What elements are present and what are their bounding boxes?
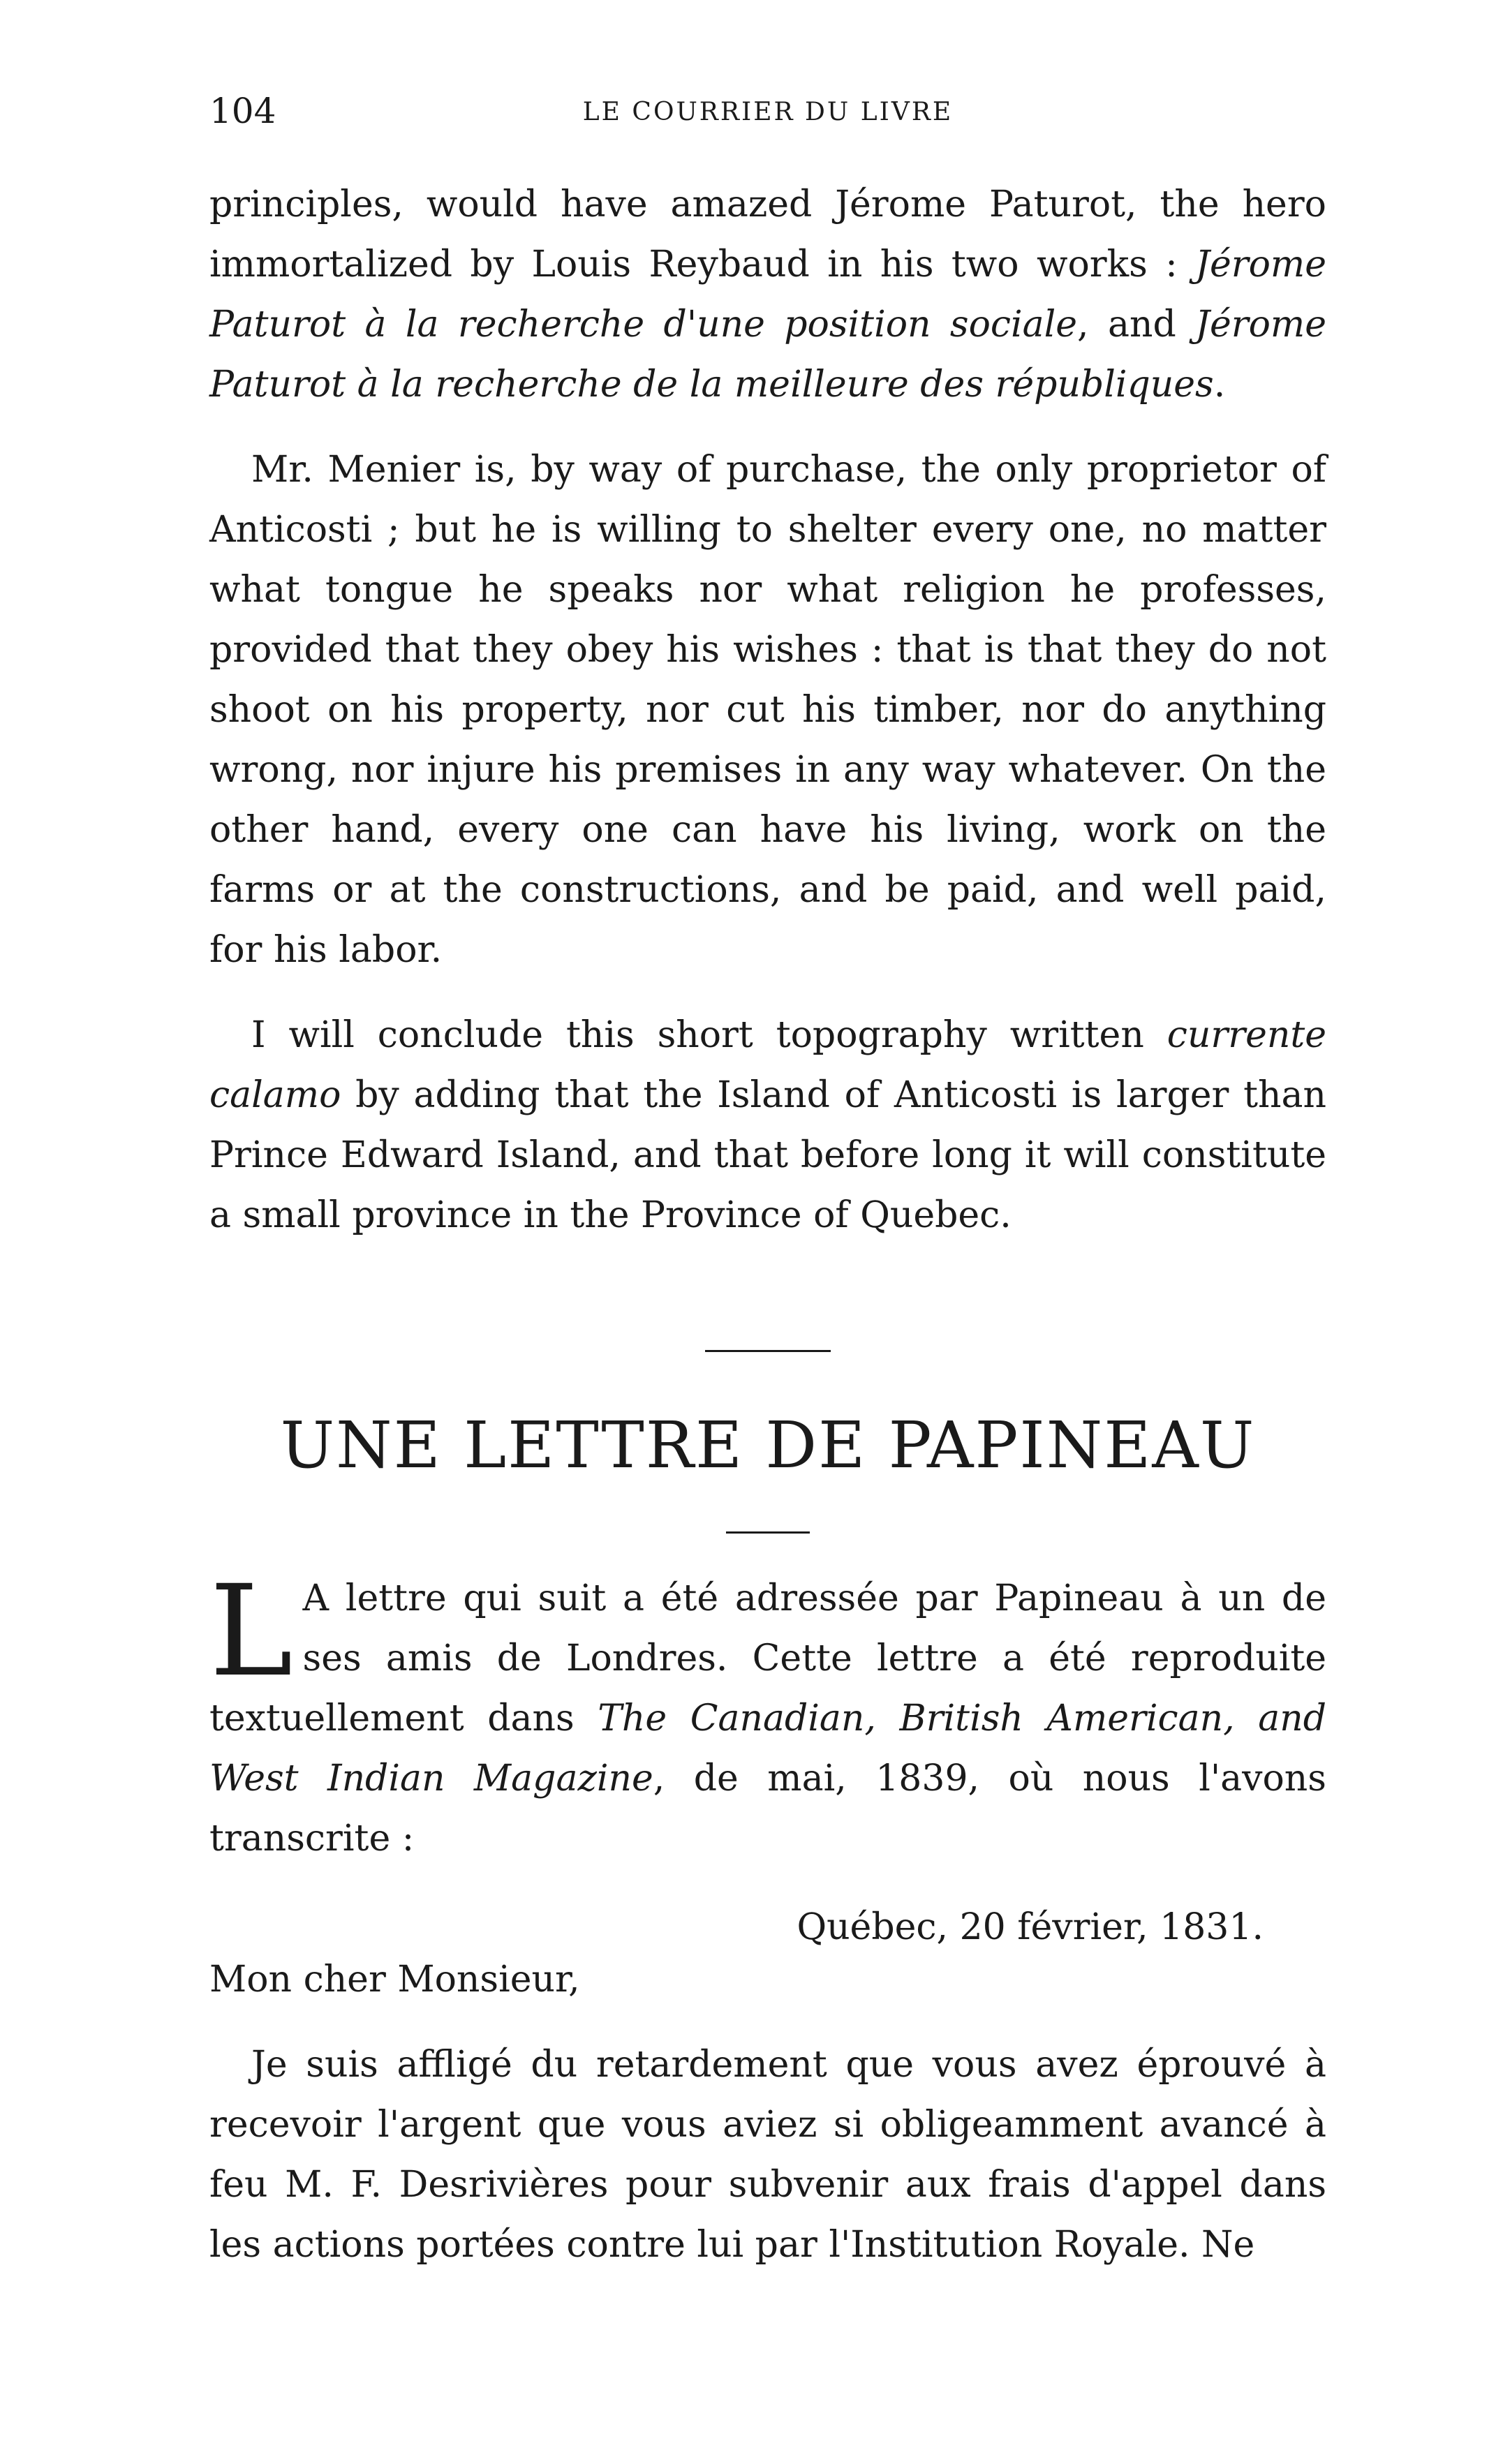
divider-top	[705, 1350, 831, 1352]
section-title: UNE LETTRE DE PAPINEAU	[280, 1408, 1256, 1483]
page	[209, 77, 1326, 2380]
paragraph-3-text-b: by adding that the Island of Anticosti is larger than Prince Edward Island, and that before long it will constitute a small province in the Province of Quebec.	[209, 1074, 1326, 1236]
letter-salutation: Mon cher Monsieur,	[209, 1959, 580, 2001]
running-head	[209, 77, 1326, 140]
magazine-title: The Canadian, British American, and West Indian Magazine	[209, 1698, 1326, 1799]
paragraph-1-text-a: principles, would have amazed Jérome Paturot, the hero immortalized by Louis Reybaud in his two works :	[209, 184, 1326, 285]
divider-bottom	[726, 1531, 810, 1534]
paragraph-1-text-c: .	[1213, 364, 1226, 406]
section-intro-text-b: , de mai, 1839, où nous l'avons transcrite :	[209, 1758, 1326, 1860]
drop-cap: L	[209, 1559, 293, 1705]
section-intro	[209, 1559, 1326, 1869]
running-title: LE COURRIER DU LIVRE	[582, 98, 954, 126]
paragraph-1-title-b: Jérome Paturot à la recherche de la meilleure des républiques	[209, 304, 1326, 406]
paragraph-2: Mr. Menier is, by way of purchase, the only proprietor of Anticosti ; but he is willing to shelter every one, no matter what tongue he speaks nor what religion he professes, provided that they obey his wishes : that is that they do not shoot on his property, nor cut his timber, nor do anything wrong, nor injure his premises in any way whatever. On the other hand, every one can have his living, work on the farms or at the constructions, and be paid, and well paid, for his labor.	[209, 449, 1326, 971]
paragraph-1-title-a: Jérome Paturot à la recherche d'une position sociale	[209, 244, 1326, 346]
letter-date: Québec, 20 février, 1831.	[797, 1906, 1264, 1948]
section-intro-text-a: A lettre qui suit a été adressée par Papineau à un de ses amis de Londres. Cette lettre a été reproduite textuellement dans	[209, 1578, 1326, 1739]
paragraph-3-text-a: I will conclude this short topography written	[251, 1014, 1167, 1056]
paragraph-1-text-b: , and	[1077, 304, 1196, 346]
paragraph-3-phrase: currente calamo	[209, 1014, 1326, 1116]
paragraph-3	[209, 1005, 1326, 1245]
letter-paragraph: Je suis affligé du retardement que vous avez éprouvé à recevoir l'argent que vous aviez si obligeamment avancé à feu M. F. Desrivières pour subvenir aux frais d'appel dans les actions portées contre lui par l'Institution Royale. Ne	[209, 2044, 1326, 2266]
paragraph-1	[209, 175, 1326, 415]
page-number: 104	[209, 91, 276, 131]
